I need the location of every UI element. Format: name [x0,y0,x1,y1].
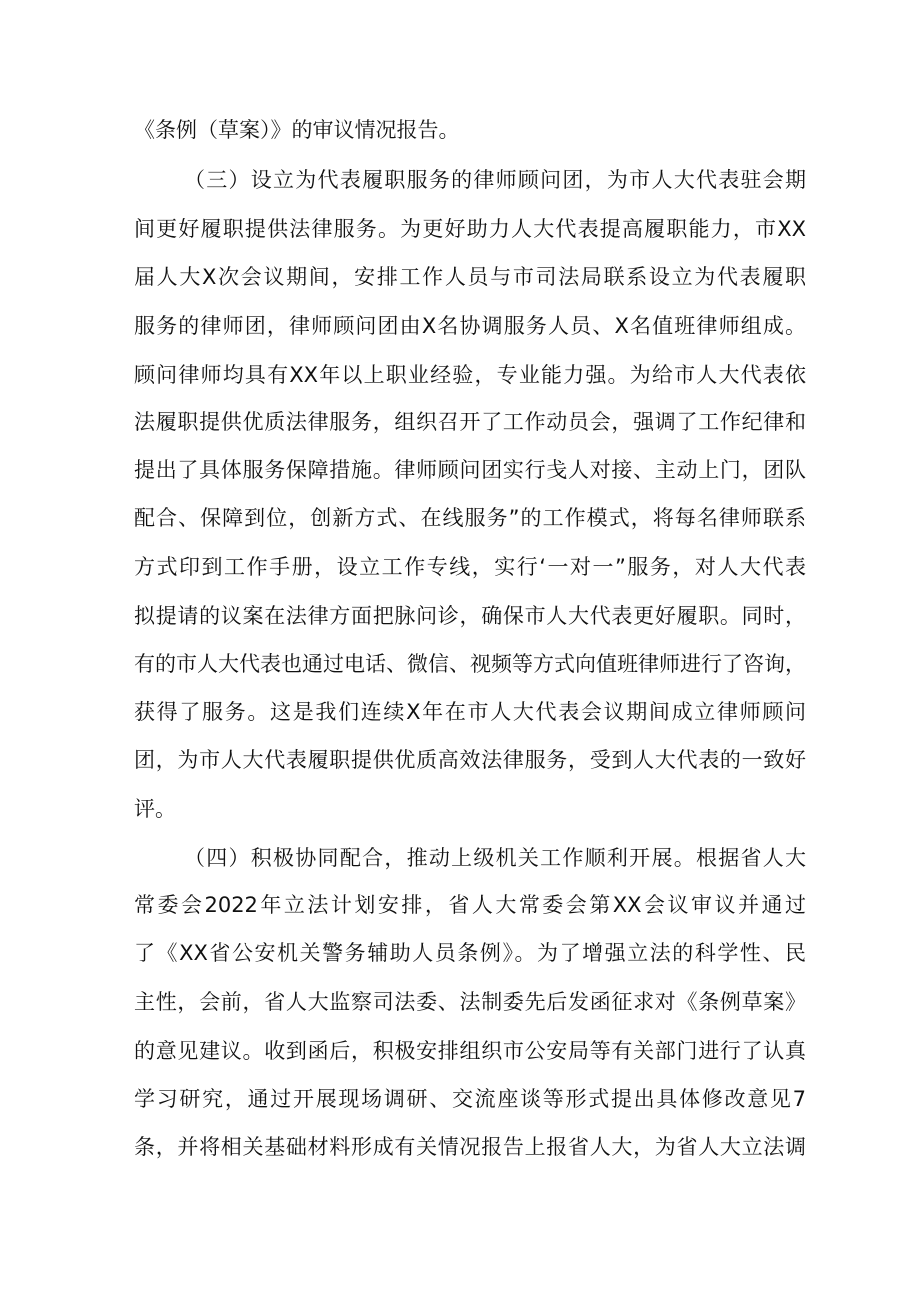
text-line-19: 主性，会前，省人大监察司法委、法制委先后发函征求对《条例草案》 [134,990,806,1014]
text-line-20: 的意见建议。收到函后，积极安排组织市公安局等有关部门进行了认真 [134,1039,806,1063]
text-line-1: 《条例（草案）》的审议情况报告。 [134,118,460,142]
paragraph-3-heading-line: （三）设立为代表履职服务的律师顾问团，为市人大代表驻会期 [184,168,806,192]
text-line-4: 届人大X次会议期间，安排工作人员与市司法局联系设立为代表履职 [134,265,806,289]
text-line-12: 有的市人大代表也通过电话、微信、视频等方式向值班律师进行了咨询， [134,652,806,676]
text-line-18: 了《XX省公安机关警务辅助人员条例》。为了增强立法的科学性、民 [134,941,806,965]
text-line-5: 服务的律师团，律师顾问团由X名协调服务人员、X名值班律师组成。 [134,314,806,338]
text-line-22: 条，并将相关基础材料形成有关情况报告上报省人大，为省人大立法调 [134,1135,806,1159]
text-line-21: 学习研究，通过开展现场调研、交流座谈等形式提出具体修改意见7 [134,1087,806,1111]
text-line-7: 法履职提供优质法律服务，组织召开了工作动员会，强调了工作纪律和 [134,410,806,434]
text-line-10: 方式印到工作手册，设立工作专线，实行‘一对一”服务，对人大代表 [134,555,806,579]
text-line-17: 常委会2022年立法计划安排，省人大常委会第XX会议审议并通过 [134,893,806,917]
paragraph-4-heading-line: （四）积极协同配合，推动上级机关工作顺利开展。根据省人大 [184,846,806,870]
text-line-15: 评。 [134,797,176,821]
text-line-8: 提出了具体服务保障措施。律师顾问团实行戋人对接、主动上门，团队 [134,458,806,482]
text-line-11: 拟提请的议案在法律方面把脉问诊，确保市人大代表更好履职。同时， [134,604,806,628]
text-line-3: 间更好履职提供法律服务。为更好助力人大代表提高履职能力，市XX [134,217,806,241]
text-line-13: 获得了服务。这是我们连续X年在市人大代表会议期间成立律师顾问 [134,700,806,724]
text-line-6: 顾问律师均具有XX年以上职业经验，专业能力强。为给市人大代表依 [134,363,806,387]
text-line-14: 团，为市人大代表履职提供优质高效法律服务，受到人大代表的一致好 [134,748,806,772]
text-line-9: 配合、保障到位，创新方式、在线服务”的工作模式，将每名律师联系 [134,506,806,530]
